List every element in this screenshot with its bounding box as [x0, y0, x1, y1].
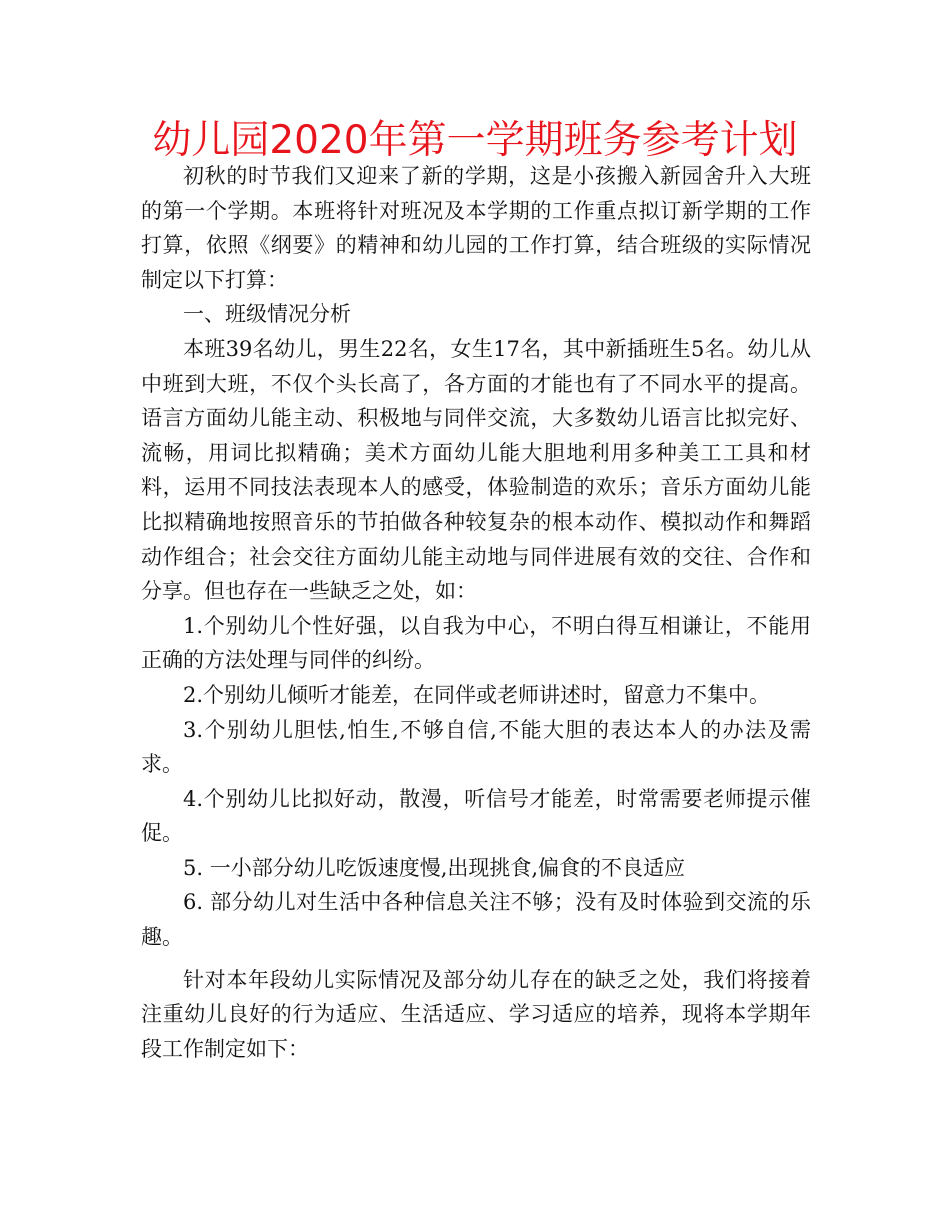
list-item-5: 5. 一小部分幼儿吃饭速度慢,出现挑食,偏食的不良适应: [183, 855, 686, 880]
plan-paragraph: 针对本年段幼儿实际情况及部分幼儿存在的缺乏之处，我们将接着注重幼儿良好的行为适应、生活适应、学习适应的培养，现将本学期年段工作制定如下：: [141, 967, 811, 1061]
section-heading: 一、班级情况分析: [183, 302, 351, 327]
list-item-6: 6. 部分幼儿对生活中各种信息关注不够；没有及时体验到交流的乐趣。: [141, 890, 811, 950]
document-body: [141, 159, 811, 1066]
list-item-4: 4.个别幼儿比拟好动，散漫，听信号才能差，时常需要老师提示催促。: [141, 786, 811, 846]
list-item-1: 1.个别幼儿个性好强，以自我为中心，不明白得互相谦让，不能用正确的方法处理与同伴的纠纷。: [141, 613, 811, 673]
list-item-2: 2.个别幼儿倾听才能差，在同伴或老师讲述时，留意力不集中。: [183, 682, 771, 707]
list-item-3: 3.个别幼儿胆怯,怕生,不够自信,不能大胆的表达本人的办法及需求。: [141, 717, 811, 777]
class-analysis-paragraph: 本班39名幼儿，男生22名，女生17名，其中新插班生5名。幼儿从中班到大班，不仅个头长高了，各方面的才能也有了不同水平的提高。语言方面幼儿能主动、积极地与同伴交流，大多数幼儿语言比拟完好、流畅，用词比拟精确；美术方面幼儿能大胆地利用多种美工工具和材料，运用不同技法表现本人的感受，体验制造的欢乐；音乐方面幼儿能比拟精确地按照音乐的节拍做各种较复杂的根本动作、模拟动作和舞蹈动作组合；社会交往方面幼儿能主动地与同伴进展有效的交往、合作和分享。但也存在一些缺乏之处，如：: [141, 336, 811, 604]
intro-paragraph: 初秋的时节我们又迎来了新的学期，这是小孩搬入新园舍升入大班的第一个学期。本班将针对班况及本学期的工作重点拟订新学期的工作打算，依照《纲要》的精神和幼儿园的工作打算，结合班级的实际情况制定以下打算：: [141, 164, 811, 292]
document-title: 幼儿园2020年第一学期班务参考计划: [152, 118, 798, 163]
